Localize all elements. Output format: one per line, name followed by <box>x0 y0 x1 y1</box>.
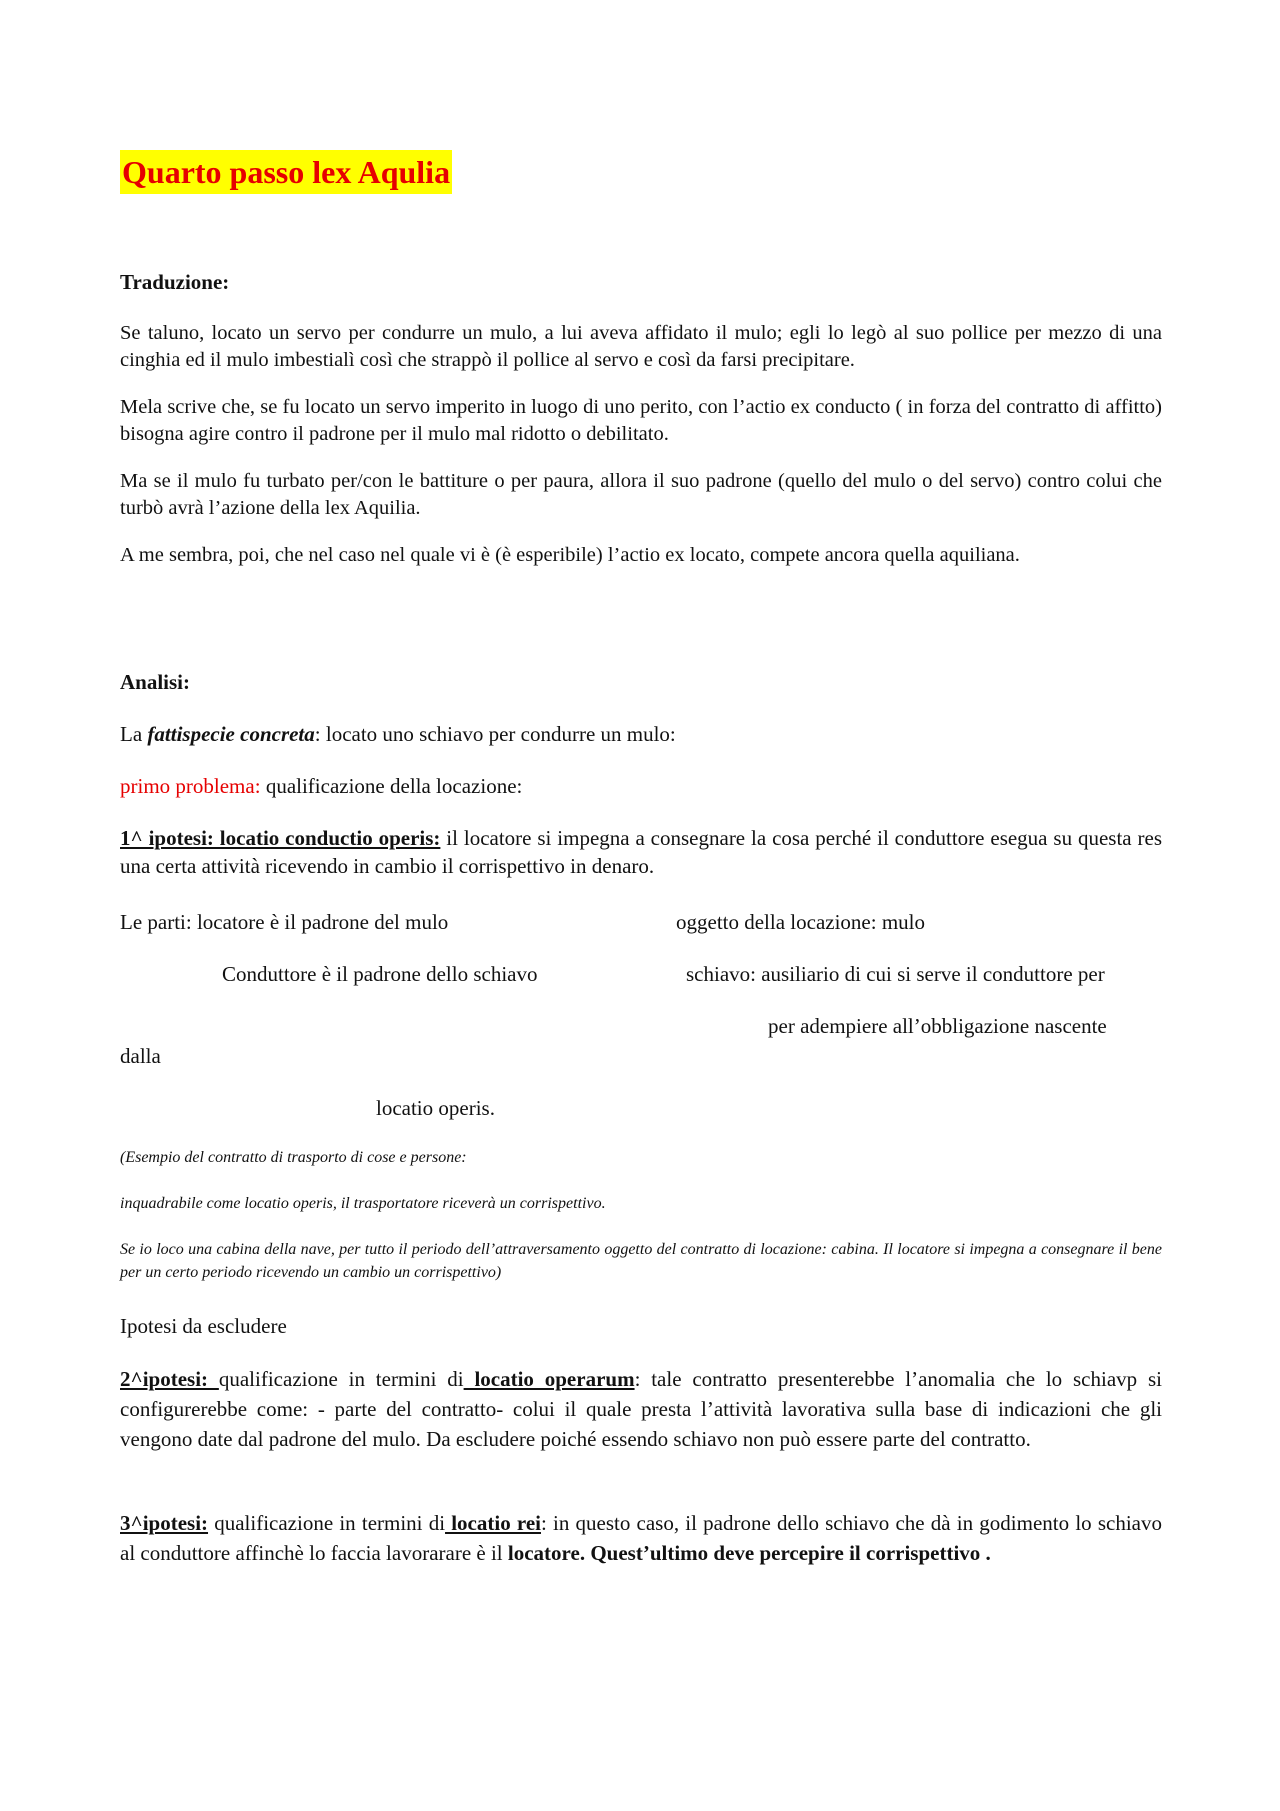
ipotesi-3-label: 3^ipotesi: <box>120 1511 209 1535</box>
ipotesi-3-mid: qualificazione in termini di <box>208 1511 446 1535</box>
ipotesi-1-paragraph <box>120 824 1162 880</box>
ipotesi-1-label: 1^ ipotesi: locatio conductio operis: <box>120 826 441 850</box>
fattispecie-prefix: La <box>120 722 148 746</box>
ipotesi-2-label: 2^ipotesi: <box>120 1367 219 1391</box>
primo-problema-rest: qualificazione della locazione: <box>260 774 523 798</box>
esempio-line-2: inquadrabile come locatio operis, il trasportatore riceverà un corrispettivo. <box>120 1195 606 1212</box>
ipotesi-3-term: locatio rei <box>445 1511 541 1535</box>
ipotesi-3-bold-2: Quest’ultimo deve percepire il corrispettivo . <box>585 1541 991 1565</box>
esempio-line-3: Se io loco una cabina della nave, per tutto il periodo dell’attraversamento oggetto del contratto di locazione: cabina. Il locatore si impegna a consegnare il bene per un certo periodo ricevendo un cambio un corrispettivo) <box>120 1241 1162 1281</box>
ipotesi-3-bold-1: locatore. <box>507 1541 586 1565</box>
parti-right-3: per adempiere all’obbligazione nascente <box>768 1014 1107 1038</box>
parti-center-4: locatio operis. <box>376 1096 495 1120</box>
primo-problema-line <box>120 772 1162 800</box>
page-title: Quarto passo lex Aqulia <box>120 150 452 194</box>
ipotesi-da-escludere: Ipotesi da escludere <box>120 1314 287 1338</box>
parti-left-1: Le parti: locatore è il padrone del mulo <box>120 910 449 934</box>
fattispecie-line <box>120 720 1162 748</box>
parti-right-1: oggetto della locazione: mulo <box>676 910 926 934</box>
parti-right-2: schiavo: ausiliario di cui si serve il conduttore per <box>686 962 1105 986</box>
ipotesi-1-rest: il locatore si impegna a consegnare la cosa perché il conduttore esegua su questa res una certa attività ricevendo in cambio il corrispettivo in denaro. <box>120 826 1162 878</box>
ipotesi-3-paragraph <box>120 1508 1162 1568</box>
ipotesi-2-rest: : tale contratto presenterebbe l’anomalia che lo schiavp si configurerebbe come: - parte del contratto- colui il quale presta l’attività lavorativa sulla base di indicazioni che gli vengono date dal padrone del mulo. Da escludere poiché essendo schiavo non può essere parte del contratto. <box>120 1367 1162 1451</box>
ipotesi-2-term: locatio operarum <box>463 1367 635 1391</box>
parti-left-3: dalla <box>120 1044 161 1068</box>
section-label-traduzione: Traduzione: <box>120 270 230 294</box>
ipotesi-2-paragraph <box>120 1364 1162 1454</box>
traduzione-paragraph-3: Ma se il mulo fu turbato per/con le battiture o per paura, allora il suo padrone (quello del mulo o del servo) contro colui che turbò avrà l’azione della lex Aquilia. <box>120 470 1162 519</box>
esempio-line-1: (Esempio del contratto di trasporto di cose e persone: <box>120 1149 467 1166</box>
fattispecie-rest: : locato uno schiavo per condurre un mulo: <box>314 722 676 746</box>
parti-left-2: Conduttore è il padrone dello schiavo <box>222 962 538 986</box>
ipotesi-3-rest: : in questo caso, il padrone dello schiavo che dà in godimento lo schiavo al conduttore affinchè lo faccia lavorarare è il <box>120 1511 1162 1565</box>
traduzione-paragraph-4: A me sembra, poi, che nel caso nel quale vi è (è esperibile) l’actio ex locato, compete ancora quella aquiliana. <box>120 544 1020 566</box>
section-label-analisi: Analisi: <box>120 670 191 694</box>
traduzione-paragraph-2: Mela scrive che, se fu locato un servo imperito in luogo di uno perito, con l’actio ex conducto ( in forza del contratto di affitto) bisogna agire contro il padrone per il mulo mal ridotto o debilitato. <box>120 396 1162 445</box>
ipotesi-2-mid: qualificazione in termini di <box>218 1367 464 1391</box>
primo-problema-label: primo problema: <box>120 774 261 798</box>
fattispecie-term: fattispecie concreta <box>147 722 315 746</box>
traduzione-paragraph-1: Se taluno, locato un servo per condurre un mulo, a lui aveva affidato il mulo; egli lo legò al suo pollice per mezzo di una cinghia ed il mulo imbestialì così che strappò il pollice al servo e così da farsi precipitare. <box>120 322 1162 371</box>
